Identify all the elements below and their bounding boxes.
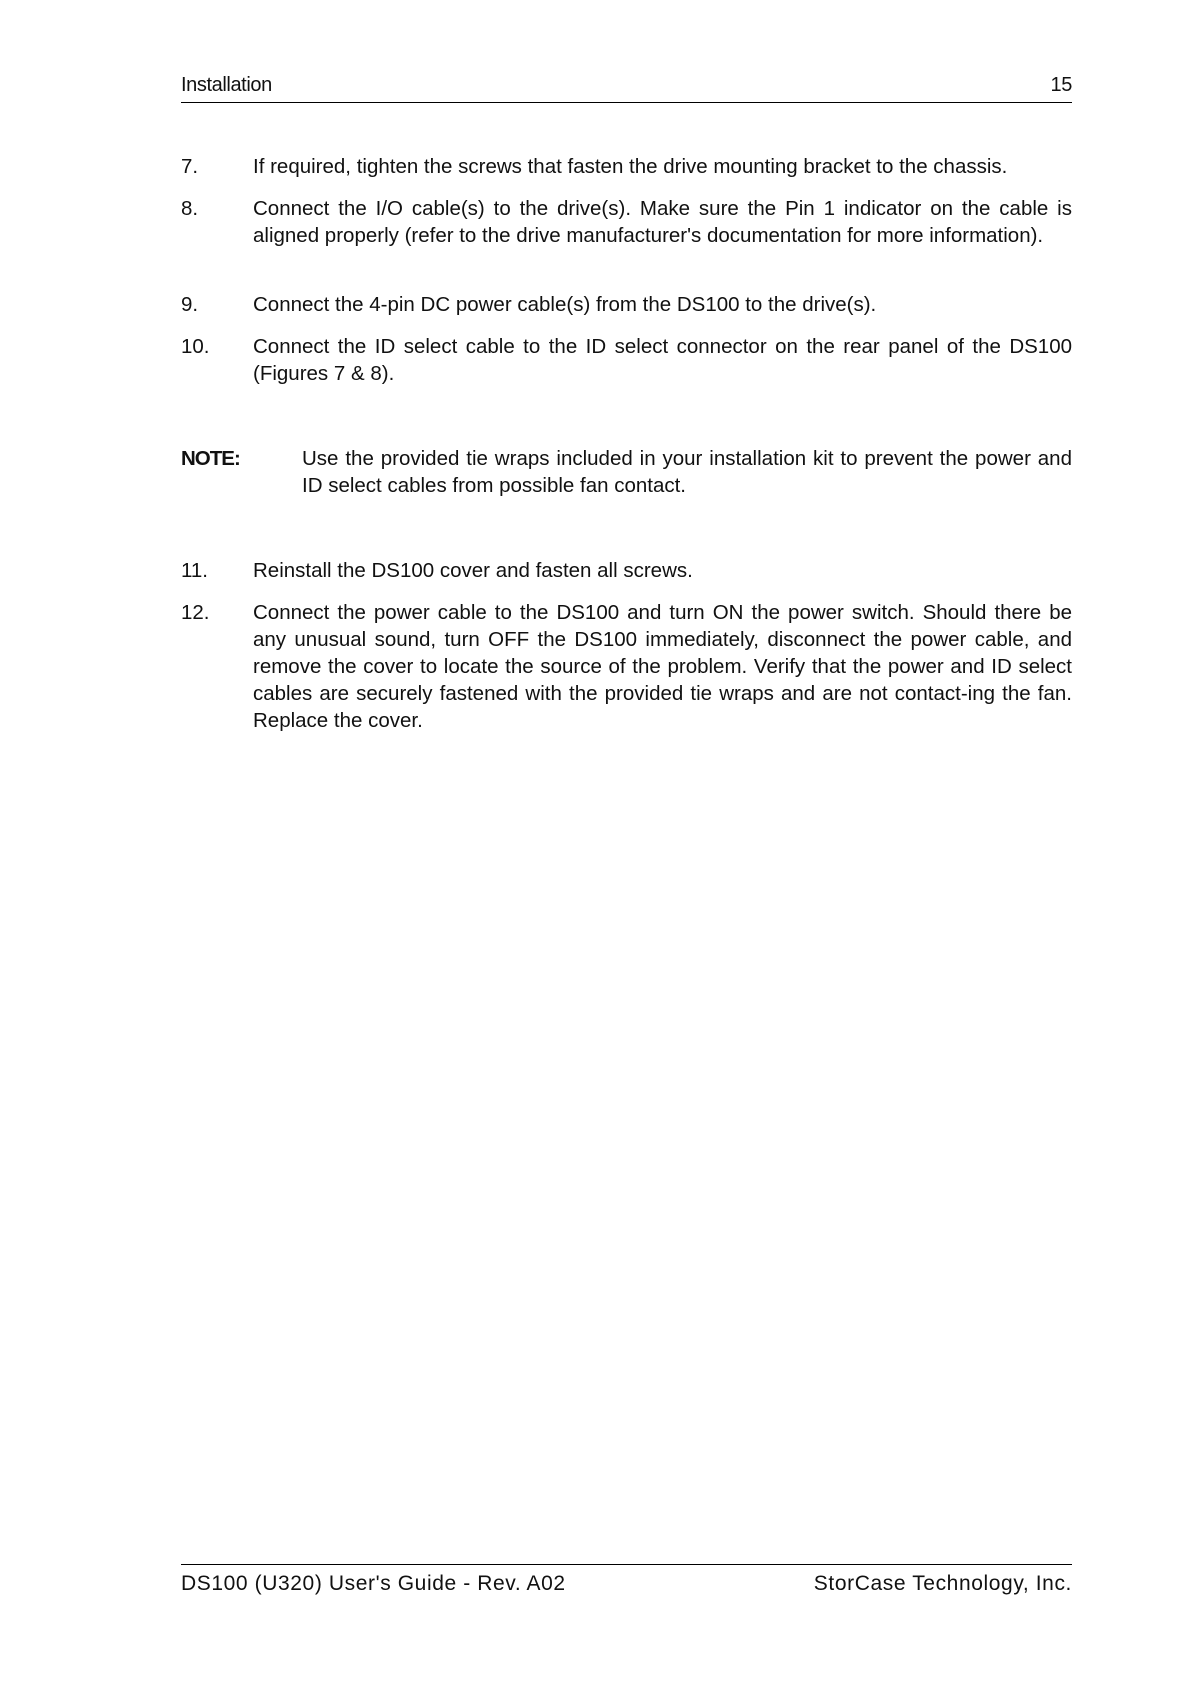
step-number: 12. bbox=[181, 601, 210, 624]
footer-company: StorCase Technology, Inc. bbox=[813, 1572, 1072, 1595]
footer-document-title: DS100 (U320) User's Guide - Rev. A02 bbox=[181, 1572, 566, 1595]
note-label: NOTE: bbox=[181, 447, 240, 470]
step-text: Reinstall the DS100 cover and fasten all screws. bbox=[253, 559, 693, 582]
step-text: If required, tighten the screws that fasten the drive mounting bracket to the chassis. bbox=[253, 155, 1008, 178]
step-number: 10. bbox=[181, 335, 210, 358]
step-number: 8. bbox=[181, 197, 199, 220]
note-block bbox=[181, 445, 1072, 499]
list-item-11 bbox=[181, 557, 1072, 584]
step-text: Connect the I/O cable(s) to the drive(s). Make sure the Pin 1 indicator on the cable is aligned properly (refer to the drive manufacturer's documentation for more information). bbox=[253, 197, 1072, 247]
list-item-7 bbox=[181, 153, 1072, 180]
step-text: Connect the power cable to the DS100 and turn ON the power switch. Should there be any unusual sound, turn OFF the DS100 immediately, disconnect the power cable, and remove the cover to locate the source of the problem. Verify that the power and ID select cables are securely fastened with the provided tie wraps and are not contact-ing the fan. Replace the cover. bbox=[253, 601, 1072, 732]
list-item-9 bbox=[181, 291, 1072, 318]
page-footer bbox=[181, 1564, 1072, 1595]
step-number: 11. bbox=[181, 559, 208, 582]
step-text: Connect the ID select cable to the ID select connector on the rear panel of the DS100 (Figures 7 & 8). bbox=[253, 335, 1072, 385]
list-item-10 bbox=[181, 333, 1072, 387]
section-title: Installation bbox=[181, 74, 272, 96]
note-text: Use the provided tie wraps included in your installation kit to prevent the power and ID select cables from possible fan contact. bbox=[302, 447, 1072, 497]
page-header bbox=[181, 72, 1072, 103]
step-number: 7. bbox=[181, 155, 199, 178]
step-number: 9. bbox=[181, 293, 199, 316]
step-text: Connect the 4-pin DC power cable(s) from the DS100 to the drive(s). bbox=[253, 293, 877, 316]
list-item-8 bbox=[181, 195, 1072, 276]
list-item-12 bbox=[181, 599, 1072, 734]
page-number: 15 bbox=[1050, 74, 1072, 96]
